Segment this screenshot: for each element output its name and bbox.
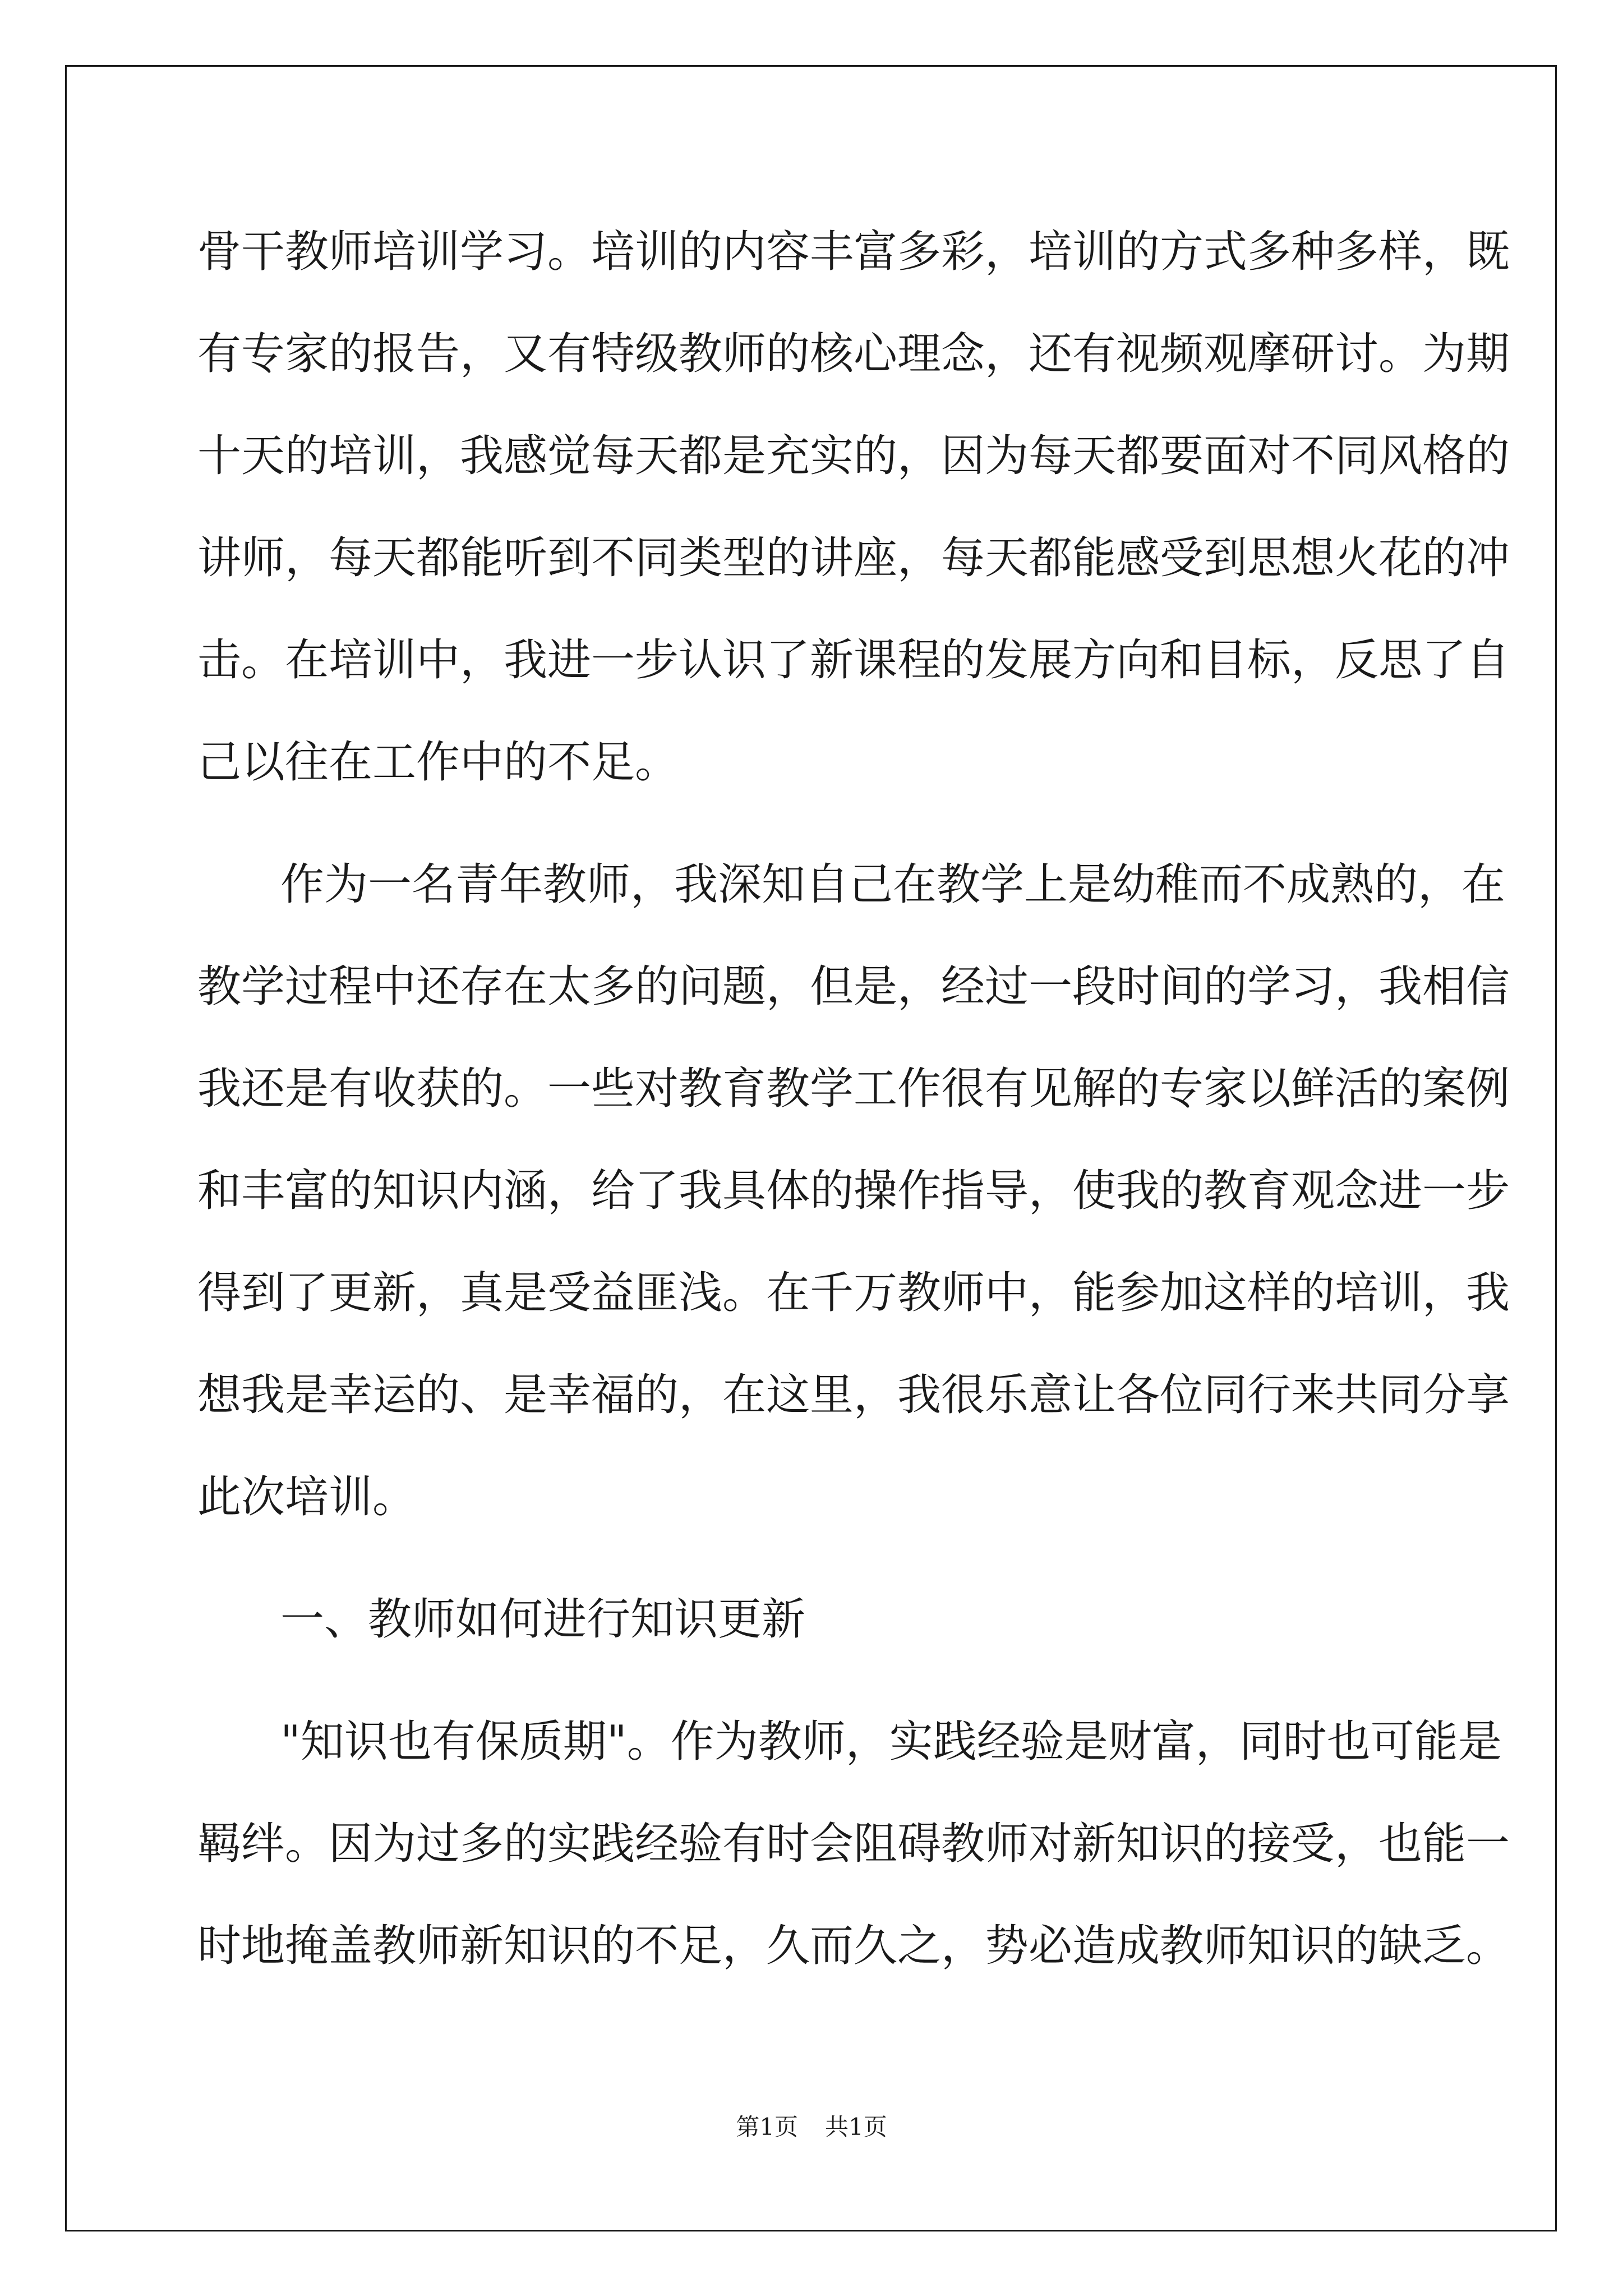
heading-line: 一、教师如何进行知识更新: [280, 1594, 806, 1645]
paragraph-line: 击。在培训中，我进一步认识了新课程的发展方向和目标，反思了自: [197, 635, 1510, 685]
paragraph-line: 骨干教师培训学习。培训的内容丰富多彩，培训的方式多种多样，既: [197, 227, 1510, 277]
paragraph-line: 十天的培训，我感觉每天都是充实的，因为每天都要面对不同风格的: [197, 431, 1510, 481]
document-body: [197, 201, 1510, 1997]
page-footer: [0, 2110, 1623, 2144]
paragraph-4: [197, 1691, 1510, 1997]
paragraph-line: 讲师，每天都能听到不同类型的讲座，每天都能感受到思想火花的冲: [197, 533, 1510, 583]
section-heading: [197, 1568, 1431, 1671]
page-total: 共1页: [825, 2113, 887, 2141]
paragraph-line: 有专家的报告，又有特级教师的核心理念，还有视频观摩研讨。为期: [197, 329, 1510, 379]
paragraph-2: [197, 834, 1510, 1548]
paragraph-line: 得到了更新，真是受益匪浅。在千万教师中，能参加这样的培训，我: [197, 1268, 1510, 1318]
paragraph-line: 和丰富的知识内涵，给了我具体的操作指导，使我的教育观念进一步: [197, 1166, 1510, 1216]
paragraph-line: "知识也有保质期"。作为教师，实践经验是财富，同时也可能是: [280, 1717, 1502, 1767]
paragraph-line: 我还是有收获的。一些对教育教学工作很有见解的专家以鲜活的案例: [197, 1064, 1510, 1114]
paragraph-1: [197, 201, 1510, 813]
page-number: 第1页: [736, 2113, 798, 2141]
paragraph-line: 时地掩盖教师新知识的不足，久而久之，势必造成教师知识的缺乏。: [197, 1921, 1510, 1971]
paragraph-line: 作为一名青年教师，我深知自己在教学上是幼稚而不成熟的，在: [280, 859, 1506, 910]
paragraph-line: 教学过程中还存在太多的问题，但是，经过一段时间的学习，我相信: [197, 961, 1510, 1012]
paragraph-line: 想我是幸运的、是幸福的，在这里，我很乐意让各位同行来共同分享: [197, 1370, 1510, 1420]
paragraph-line: 此次培训。: [197, 1472, 417, 1522]
paragraph-line: 己以往在工作中的不足。: [197, 737, 679, 788]
paragraph-line: 羁绊。因为过多的实践经验有时会阻碍教师对新知识的接受，也能一: [197, 1819, 1510, 1869]
